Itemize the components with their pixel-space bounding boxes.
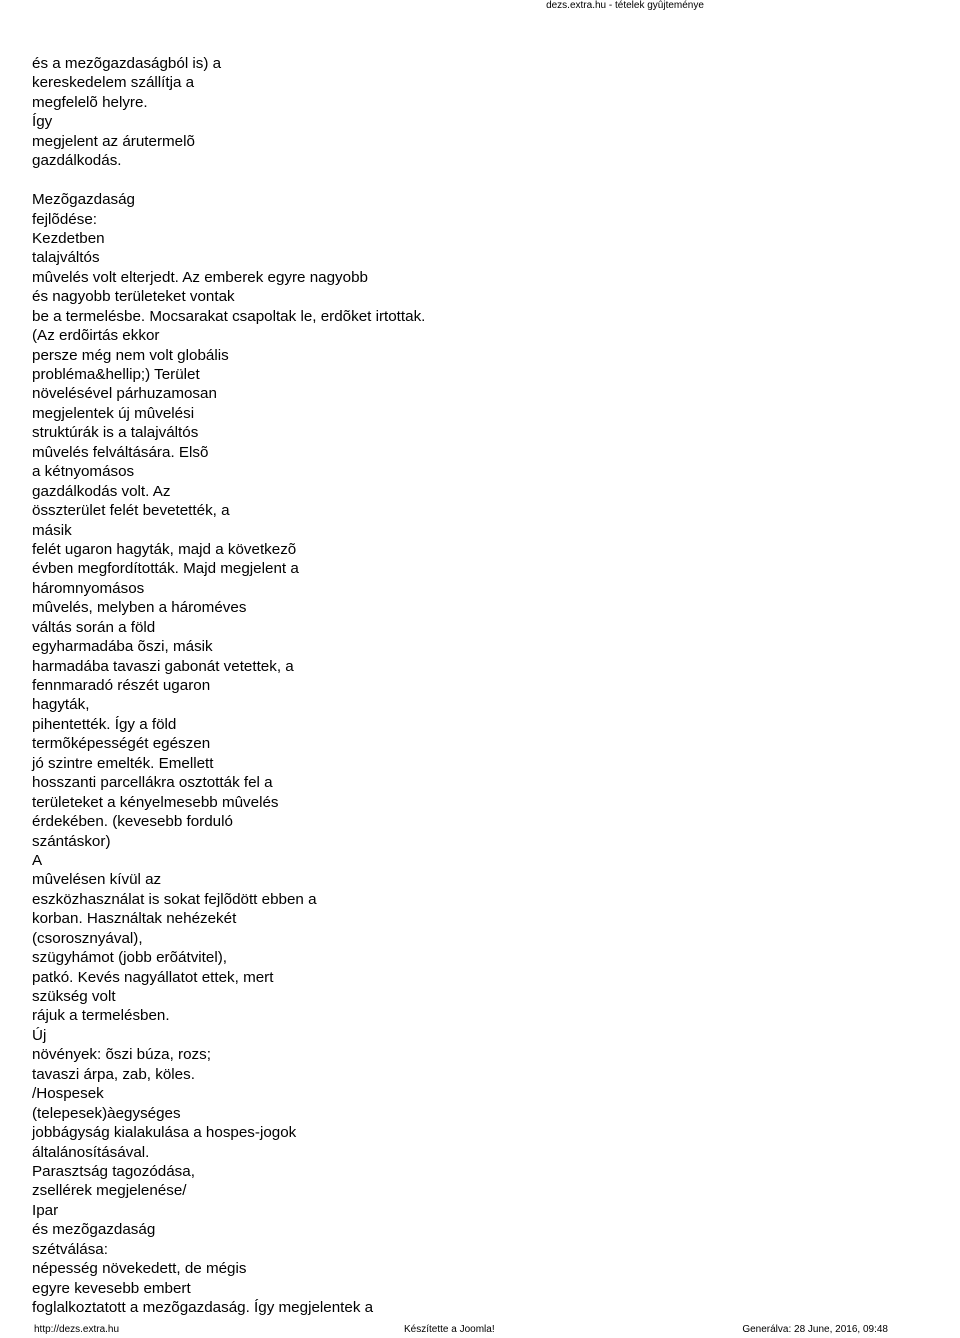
text-line: Így (32, 113, 53, 131)
text-line: rájuk a termelésben. (32, 1007, 170, 1025)
text-line: általánosításával. (32, 1143, 150, 1161)
text-line: patkó. Kevés nagyállatot ettek, mert (32, 968, 274, 986)
text-line: mûvelés felváltására. Elsõ (32, 443, 209, 461)
text-line: pihentették. Így a föld (32, 715, 177, 733)
text-line: korban. Használtak nehézekét (32, 910, 237, 928)
text-line: (csorosznyával), (32, 929, 143, 947)
text-line: szügyhámot (jobb erõátvitel), (32, 949, 227, 967)
article-body (32, 54, 632, 1317)
text-line: foglalkoztatott a mezõgazdaság. Így megjelentek a (32, 1299, 374, 1316)
text-line: váltás során a föld (32, 618, 156, 636)
text-line: termõképességét egészen (32, 735, 211, 753)
text-line: érdekében. (kevesebb forduló (32, 813, 233, 831)
text-line: szántáskor) (32, 832, 111, 850)
page-header (0, 0, 960, 12)
text-line: szétválása: (32, 1240, 108, 1258)
text-line: megfelelõ helyre. (32, 93, 148, 111)
text-line: probléma&hellip;) Terület (32, 366, 200, 383)
text-line: területeket a kényelmesebb mûvelés (32, 793, 279, 811)
text-line: Mezõgazdaság (32, 191, 136, 209)
site-title: dezs.extra.hu - tételek gyûjteménye (546, 0, 704, 11)
text-line: háromnyomásos (32, 579, 145, 597)
footer-generated-date: Generálva: 28 June, 2016, 09:48 (742, 1324, 888, 1335)
text-line: kereskedelem szállítja a (32, 74, 195, 92)
text-line: talajváltós (32, 249, 100, 267)
text-line: be a termelésbe. Mocsarakat csapoltak le, erdõket irtottak. (32, 307, 426, 325)
text-line: mûvelésen kívül az (32, 871, 162, 889)
text-line: fejlõdése: (32, 210, 98, 228)
text-line: persze még nem volt globális (32, 346, 229, 364)
text-line: (Az erdõirtás ekkor (32, 327, 160, 345)
text-line: felét ugaron hagyták, majd a következõ (32, 540, 297, 558)
text-line: és mezõgazdaság (32, 1221, 156, 1239)
text-line: hagyták, (32, 696, 90, 714)
text-line: a kétnyomásos (32, 463, 135, 481)
text-line: összterület felét bevetették, a (32, 502, 230, 520)
text-line: hosszanti parcellákra osztották fel a (32, 774, 273, 792)
text-line: mûvelés volt elterjedt. Az emberek egyre nagyobb (32, 268, 368, 286)
text-line: (telepesek)àegységes (32, 1104, 181, 1122)
text-line: A (32, 851, 43, 869)
text-line: Parasztság tagozódása, (32, 1162, 195, 1180)
text-line: növények: õszi búza, rozs; (32, 1046, 211, 1064)
footer-credit: Készítette a Joomla! (404, 1324, 495, 1335)
text-line (32, 171, 632, 190)
text-line: szükség volt (32, 988, 116, 1005)
text-line: Új (32, 1026, 47, 1044)
text-line: évben megfordították. Majd megjelent a (32, 560, 299, 578)
text-line: gazdálkodás volt. Az (32, 482, 171, 500)
text-line: és nagyobb területeket vontak (32, 288, 235, 306)
text-line: Ipar (32, 1201, 59, 1219)
text-line: zsellérek megjelenése/ (32, 1182, 187, 1200)
text-line: struktúrák is a talajváltós (32, 424, 199, 442)
text-line: megjelent az árutermelõ (32, 132, 195, 150)
text-line: gazdálkodás. (32, 152, 122, 170)
text-line: harmadába tavaszi gabonát vetettek, a (32, 657, 294, 675)
text-line: növelésével párhuzamosan (32, 385, 217, 403)
text-line: népesség növekedett, de mégis (32, 1260, 247, 1278)
text-line: egyre kevesebb embert (32, 1279, 191, 1297)
page-footer (0, 1324, 960, 1338)
text-line: eszközhasználat is sokat fejlõdött ebben a (32, 890, 317, 908)
text-line: Kezdetben (32, 229, 105, 247)
text-line: jobbágyság kialakulása a hospes-jogok (32, 1124, 297, 1142)
footer-url-link[interactable]: http://dezs.extra.hu (34, 1324, 120, 1335)
text-line: /Hospesek (32, 1085, 104, 1103)
text-line: tavaszi árpa, zab, köles. (32, 1065, 195, 1083)
text-line: megjelentek új mûvelési (32, 404, 195, 422)
text-line: jó szintre emelték. Emellett (32, 754, 214, 772)
text-line: egyharmadába õszi, másik (32, 638, 213, 656)
text-line: és a mezõgazdaságból is) a (32, 55, 222, 72)
text-line: mûvelés, melyben a hároméves (32, 599, 247, 617)
text-line: másik (32, 521, 72, 539)
text-line: fennmaradó részét ugaron (32, 677, 211, 694)
